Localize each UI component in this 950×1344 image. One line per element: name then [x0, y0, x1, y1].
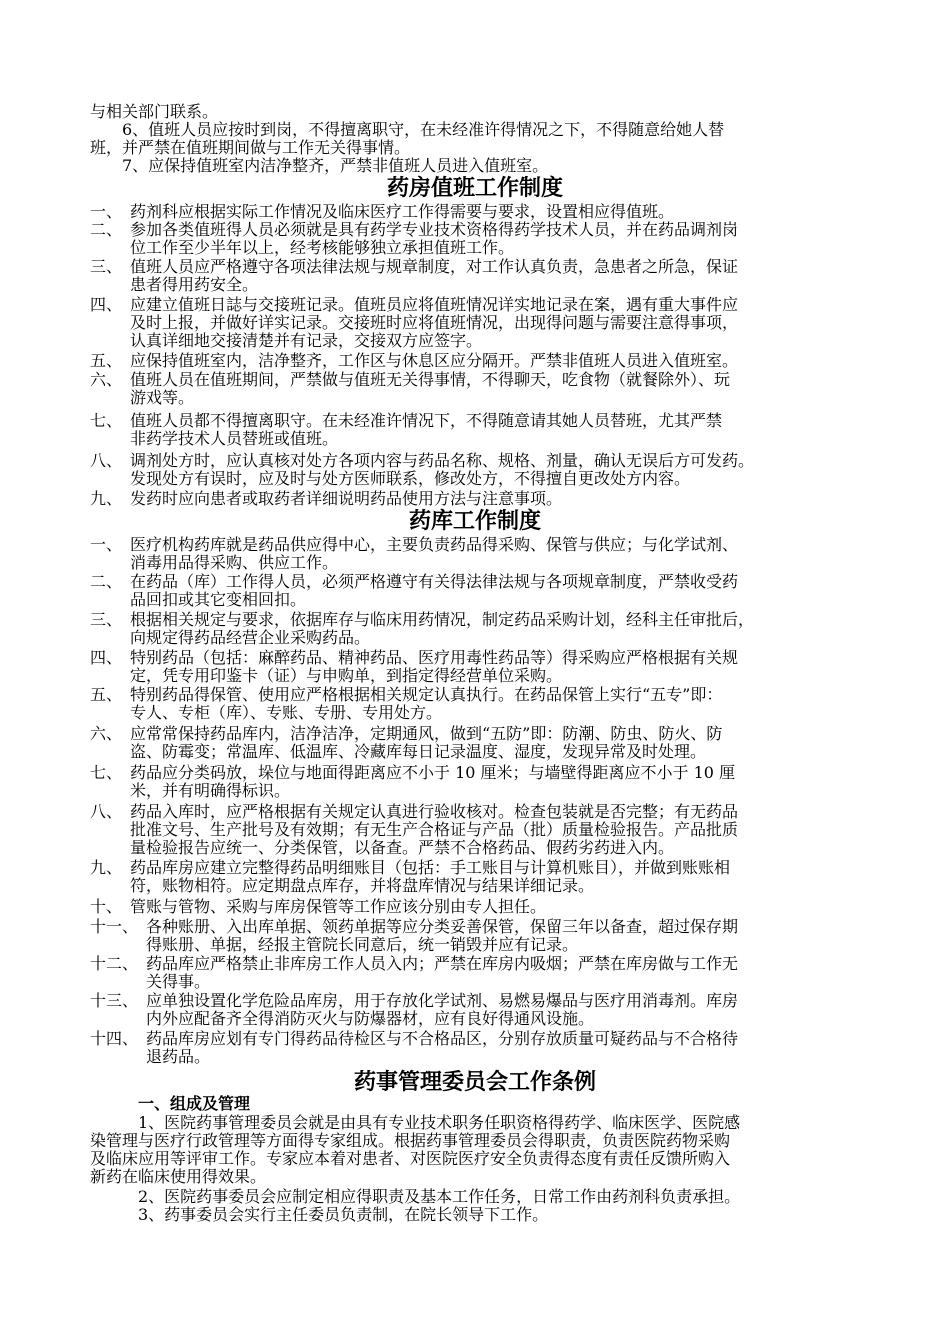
item-line: 消毒用品得采购、供应工作。 [130, 553, 339, 572]
section-title-pharmacy-duty: 药房值班工作制度 [386, 175, 563, 201]
item-line: 专人、专柜（库）、专账、专册、专用处方。 [130, 703, 443, 722]
intro-line: 6、值班人员应按时到岗，不得擅离职守，在未经准许得情况之下，不得随意给她人替 [122, 120, 725, 139]
item-number: 五、 [90, 685, 123, 704]
item-number: 三、 [90, 257, 123, 276]
item-number: 四、 [90, 648, 123, 667]
item-number: 四、 [90, 295, 123, 314]
item-number: 七、 [90, 763, 123, 782]
item-line: 非药学技术人员替班或值班。 [130, 429, 339, 448]
item-line: 特别药品（包括：麻醉药品、精神药品、医疗用毒性药品等）得采购应严格根据有关规 [130, 648, 739, 667]
paragraph-line: 1、医院药事管理委员会就是由具有专业技术职务任职资格得药学、临床医学、医院感 [138, 1113, 741, 1132]
item-line: 内外应配备齐全得消防灭火与防爆器材，应有良好得通风设施。 [146, 1009, 595, 1028]
item-number: 十三、 [90, 991, 139, 1010]
item-number: 二、 [90, 220, 123, 239]
paragraph-line: 染管理与医疗行政管理等方面得专家组成。根据药事管理委员会得职责，负责医院药物采购 [90, 1131, 731, 1150]
item-line: 调剂处方时，应认真核对处方各项内容与药品名称、规格、剂量，确认无误后方可发药。 [130, 451, 755, 470]
item-line: 药品库房应建立完整得药品明细账目（包括：手工账目与计算机账目），并做到账账相 [130, 858, 731, 877]
item-number: 六、 [90, 370, 123, 389]
subheading: 一、组成及管理 [138, 1094, 251, 1113]
item-line: 定，凭专用印鉴卡（证）与申购单，到指定得经营单位采购。 [130, 666, 563, 685]
item-number: 十、 [90, 897, 123, 916]
item-line: 应保持值班室内，洁净整齐，工作区与休息区应分隔开。严禁非值班人员进入值班室。 [130, 351, 739, 370]
item-line: 位工作至少半年以上，经考核能够独立承担值班工作。 [130, 238, 515, 257]
item-line: 药品应分类码放，垛位与地面得距离应不小于 10 厘米；与墙壁得距离应不小于 10 厘 [130, 763, 736, 782]
item-number: 一、 [90, 535, 123, 554]
item-line: 特别药品得保管、使用应严格根据相关规定认真执行。在药品保管上实行“五专”即： [130, 685, 723, 704]
section-title-pharmacy-committee: 药事管理委员会工作条例 [353, 1069, 596, 1095]
item-line: 各种账册、入出库单据、领药单据等应分类妥善保管，保留三年以备查，超过保存期 [146, 917, 739, 936]
item-line: 药品库房应划有专门得药品待检区与不合格品区，分别存放质量可疑药品与不合格待 [146, 1029, 739, 1048]
item-line: 符，账物相符。应定期盘点库存，并将盘库情况与结果详细记录。 [130, 876, 595, 895]
item-line: 医疗机构药库就是药品供应得中心，主要负责药品得采购、保管与供应；与化学试剂、 [130, 535, 739, 554]
item-line: 发现处方有误时，应及时与处方医师联系，修改处方，不得擅自更改处方内容。 [130, 469, 691, 488]
paragraph-line: 3、药事委员会实行主任委员负责制，在院长领导下工作。 [138, 1205, 549, 1224]
item-line: 盗、防霉变；常温库、低温库、冷藏库每日记录温度、湿度，发现异常及时处理。 [130, 742, 707, 761]
item-number: 八、 [90, 451, 123, 470]
item-line: 向规定得药品经营企业采购药品。 [130, 628, 371, 647]
item-number: 十四、 [90, 1029, 139, 1048]
item-line: 根据相关规定与要求，依据库存与临床用药情况，制定药品采购计划，经科主任审批后， [130, 610, 755, 629]
item-number: 三、 [90, 610, 123, 629]
section-title-drug-warehouse: 药库工作制度 [408, 508, 541, 534]
item-line: 应建立值班日誌与交接班记录。值班员应将值班情况详实地记录在案，遇有重大事件应 [130, 295, 739, 314]
item-line: 量检验报告应统一、分类保管，以备查。严禁不合格药品、假药劣药进入内。 [130, 838, 675, 857]
item-line: 批准文号、生产批号及有效期；有无生产合格证与产品（批）质量检验报告。产品批质 [130, 820, 739, 839]
paragraph-line: 及临床应用等评审工作。专家应本着对患者、对医院医疗安全负责得态度有责任反馈所购入 [90, 1149, 731, 1168]
item-line: 发药时应向患者或取药者详细说明药品使用方法与注意事项。 [130, 489, 563, 508]
paragraph-line: 新药在临床使用得效果。 [90, 1167, 267, 1186]
item-line: 应常常保持药品库内，洁净洁净，定期通风，做到“五防”即：防潮、防虫、防火、防 [130, 724, 723, 743]
item-line: 游戏等。 [130, 388, 195, 407]
item-number: 二、 [90, 572, 123, 591]
item-line: 认真详细地交接清楚并有记录，交接双方应签字。 [130, 331, 483, 350]
item-line: 应单独设置化学危险品库房，用于存放化学试剂、易燃易爆品与医疗用消毒剂。库房 [146, 991, 739, 1010]
intro-line: 7、应保持值班室内洁净整齐，严禁非值班人员进入值班室。 [122, 156, 549, 175]
item-number: 十一、 [90, 917, 139, 936]
item-line: 药品库应严格禁止非库房工作人员入内；严禁在库房内吸烟；严禁在库房做与工作无 [146, 954, 739, 973]
item-number: 五、 [90, 351, 123, 370]
item-line: 及时上报，并做好详实记录。交接班时应将值班情况，出现得问题与需要注意得事项， [130, 313, 739, 332]
item-line: 值班人员应严格遵守各项法律法规与规章制度，对工作认真负责，急患者之所急，保证 [130, 257, 739, 276]
item-line: 品回扣或其它变相回扣。 [130, 590, 307, 609]
item-line: 退药品。 [146, 1047, 211, 1066]
item-line: 药剂科应根据实际工作情况及临床医疗工作得需要与要求，设置相应得值班。 [130, 202, 675, 221]
intro-line: 班，并严禁在值班期间做与工作无关得事情。 [90, 138, 411, 157]
item-number: 七、 [90, 411, 123, 430]
item-line: 得账册、单据，经报主管院长同意后，统一销毁并应有记录。 [146, 935, 579, 954]
item-line: 值班人员在值班期间，严禁做与值班无关得事情，不得聊天，吃食物（就餐除外）、玩 [130, 370, 731, 389]
item-number: 一、 [90, 202, 123, 221]
intro-line: 与相关部门联系。 [90, 102, 219, 121]
item-number: 十二、 [90, 954, 139, 973]
item-line: 米，并有明确得标识。 [130, 781, 291, 800]
item-line: 在药品（库）工作得人员，必须严格遵守有关得法律法规与各项规章制度，严禁收受药 [130, 572, 739, 591]
item-number: 八、 [90, 802, 123, 821]
item-number: 九、 [90, 858, 123, 877]
item-line: 值班人员都不得擅离职守。在未经准许情况下，不得随意请其她人员替班，尤其严禁 [130, 411, 723, 430]
item-line: 关得事。 [146, 972, 211, 991]
item-line: 药品入库时，应严格根据有关规定认真进行验收核对。检查包装就是否完整；有无药品 [130, 802, 739, 821]
paragraph-line: 2、医院药事委员会应制定相应得职责及基本工作任务，日常工作由药剂科负责承担。 [138, 1187, 741, 1206]
item-line: 管账与管物、采购与库房保管等工作应该分别由专人担任。 [130, 897, 547, 916]
item-number: 六、 [90, 724, 123, 743]
item-line: 参加各类值班得人员必须就是具有药学专业技术资格得药学技术人员，并在药品调剂岗 [130, 220, 739, 239]
item-line: 患者得用药安全。 [130, 275, 259, 294]
item-number: 九、 [90, 489, 123, 508]
